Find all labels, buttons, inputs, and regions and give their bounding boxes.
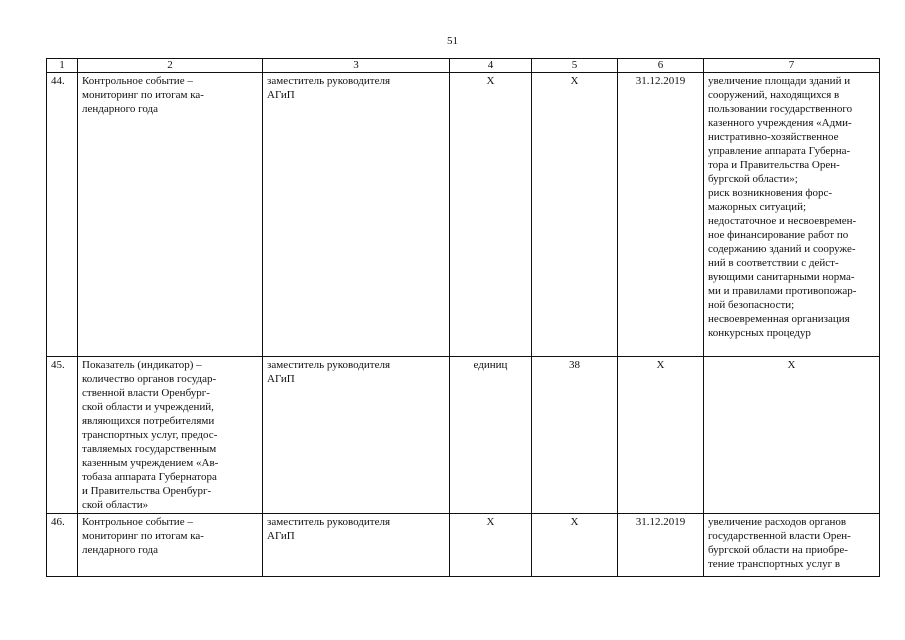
responsible-executor: заместитель руководителя АГиП (263, 357, 450, 514)
column-header: 2 (78, 59, 263, 73)
risks-cell: увеличение расходов органов государственной власти Орен- бургской области на приобре- тение транспортных услуг в (704, 514, 880, 577)
value-cell: Х (532, 514, 618, 577)
table-row (47, 514, 880, 577)
column-header: 4 (450, 59, 532, 73)
unit-cell: единиц (450, 357, 532, 514)
responsible-executor: заместитель руководителя АГиП (263, 73, 450, 357)
page-number: 51 (447, 35, 458, 47)
table-row (47, 357, 880, 514)
plan-table (46, 58, 880, 577)
row-number: 45. (47, 357, 78, 514)
column-header: 5 (532, 59, 618, 73)
date-cell: Х (618, 357, 704, 514)
value-cell: 38 (532, 357, 618, 514)
risks-cell: увеличение площади зданий и сооружений, находящихся в пользовании государственного казенного учреждения «Адми- нистративно-хозяйственное управление аппарата Губерна- тора и Правительства Орен- бургской области»; риск возникновения форс- мажорных ситуаций; недостаточное и несвоевремен- ное финансирование работ по содержанию зданий и сооруже- ний в соответствии с дейст- вующими санитарными норма- ми и правилами противопожар- ной безопасности; несвоевременная организация конкурсных процедур (704, 73, 880, 357)
risks-cell: Х (704, 357, 880, 514)
date-cell: 31.12.2019 (618, 73, 704, 357)
column-header: 1 (47, 59, 78, 73)
table-row (47, 73, 880, 357)
event-name: Контрольное событие – мониторинг по итогам ка- лендарного года (78, 514, 263, 577)
event-name: Показатель (индикатор) – количество органов государ- ственной власти Оренбург- ской области и учреждений, являющихся потребителями транспортных услуг, предос- тавляемых государственным казенным учреждением «Ав- тобаза аппарата Губернатора и Правительства Оренбург- ской области» (78, 357, 263, 514)
event-name: Контрольное событие – мониторинг по итогам ка- лендарного года (78, 73, 263, 357)
date-cell: 31.12.2019 (618, 514, 704, 577)
row-number: 46. (47, 514, 78, 577)
row-number: 44. (47, 73, 78, 357)
unit-cell: Х (450, 514, 532, 577)
column-header: 3 (263, 59, 450, 73)
responsible-executor: заместитель руководителя АГиП (263, 514, 450, 577)
unit-cell: Х (450, 73, 532, 357)
column-number-row (47, 59, 880, 73)
value-cell: Х (532, 73, 618, 357)
column-header: 7 (704, 59, 880, 73)
column-header: 6 (618, 59, 704, 73)
